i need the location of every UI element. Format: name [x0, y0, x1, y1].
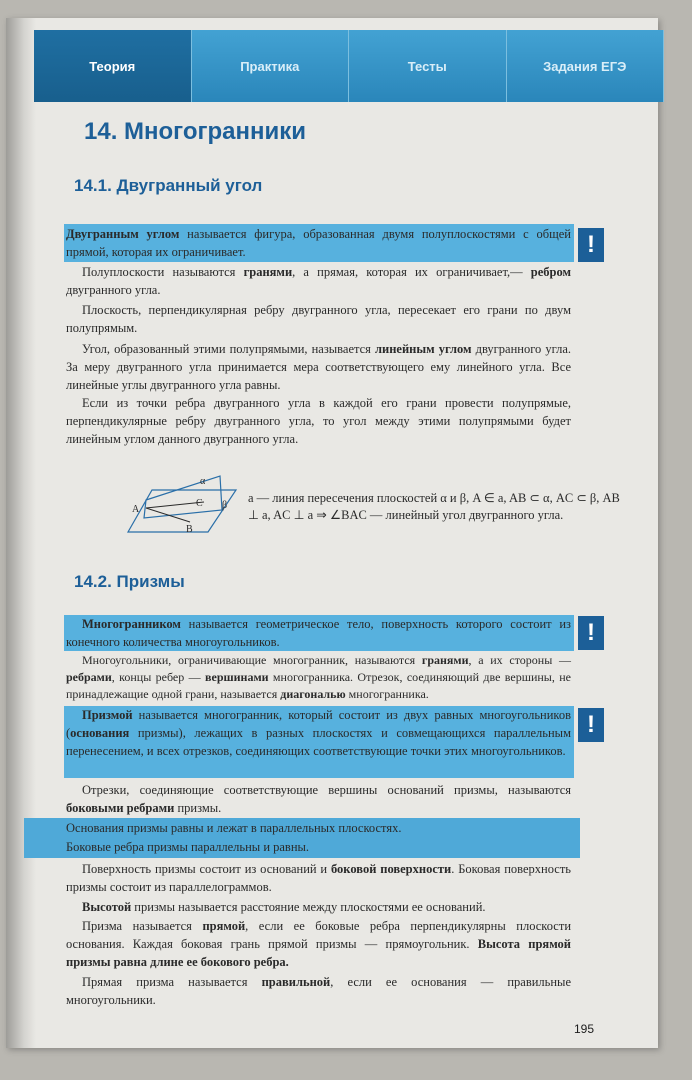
paragraph-right-prism: Призма называется прямой, если ее боковые ребра перпендикулярны плоскости основания. Каждая боковая грань прямой призмы — прямоугольник. Высота прямой призмы равна длине ее бокового ребра.	[66, 919, 572, 969]
paragraph-height: Высотой призмы называется расстояние между плоскостями ее оснований.	[82, 900, 486, 914]
paragraph-faces-edges-vertices: Многоугольники, ограничивающие многогранник, называются гранями, а их стороны — ребрами, концы ребер — вершинами многогранника. Отрезок, соединяющий две вершины, не принадлежащие одной грани, называется диагональю многогранника.	[66, 653, 571, 701]
tab-practice[interactable]: Практика	[192, 30, 350, 102]
definition-prism: Призмой называется многогранник, который состоит из двух равных многоугольников (основания призмы), лежащих в разных плоскостях и совмещающихся параллельным перенесением, и всех отрезков, соединяющих соответствующие точки этих многоугольников.	[66, 708, 571, 758]
paragraph-linear-angle: Угол, образованный этими полупрямыми, называется линейным углом двугранного угла. За меру двугранного угла принимается мера соответствующего ему линейного угла. Все линейные углы двугранного угла равны.	[66, 342, 571, 392]
definition-dihedral-angle: Двугранным углом называется фигура, образованная двумя полуплоскостями с общей прямой, которая их ограничивает.	[66, 227, 571, 259]
dihedral-angle-figure	[124, 470, 244, 536]
paragraph-regular-prism: Прямая призма называется правильной, если ее основания — правильные многоугольники.	[66, 975, 571, 1007]
section-tabs	[34, 30, 664, 102]
figure-caption: a — линия пересечения плоскостей α и β, A ∈ a, AB ⊂ α, AC ⊂ β, AB ⊥ a, AC ⊥ a ⇒ ∠BAC — линейный угол двугранного угла.	[248, 491, 620, 522]
textbook-page	[6, 18, 658, 1048]
section-title-prisms: 14.2. Призмы	[74, 572, 185, 591]
property-lateral-edges: Боковые ребра призмы параллельны и равны.	[66, 840, 310, 854]
label-alpha: α	[200, 476, 206, 487]
page-spine	[6, 18, 36, 1048]
definition-polyhedron: Многогранником называется геометрическое тело, поверхность которого состоит из конечного количества многоугольников.	[66, 617, 571, 649]
tab-exam-tasks[interactable]: Задания ЕГЭ	[507, 30, 665, 102]
paragraph-perpendicular-plane: Плоскость, перпендикулярная ребру двугранного угла, пересекает его грани по двум полупрямым.	[66, 303, 571, 335]
important-icon: !	[578, 228, 604, 262]
label-a: A	[132, 504, 140, 515]
paragraph-faces-edge: Полуплоскости называются гранями, а прямая, которая их ограничивает,— ребром двугранного угла.	[66, 265, 571, 297]
important-icon: !	[578, 616, 604, 650]
section-title-dihedral: 14.1. Двугранный угол	[74, 176, 263, 195]
label-c: C	[196, 498, 203, 509]
chapter-title: 14. Многогранники	[84, 118, 307, 145]
paragraph-lateral-edges: Отрезки, соединяющие соответствующие вершины оснований призмы, называются боковыми ребрами призмы.	[66, 783, 571, 815]
property-bases: Основания призмы равны и лежат в параллельных плоскостях.	[66, 821, 402, 835]
label-b: B	[186, 524, 193, 535]
tab-tests[interactable]: Тесты	[349, 30, 507, 102]
page-number: 195	[574, 1022, 595, 1036]
paragraph-surface: Поверхность призмы состоит из оснований и боковой поверхности. Боковая поверхность призмы состоит из параллелограммов.	[66, 862, 571, 894]
label-beta: β	[222, 500, 228, 511]
tab-theory[interactable]: Теория	[34, 30, 192, 102]
paragraph-half-lines: Если из точки ребра двугранного угла в каждой его грани провести полупрямые, перпендикулярные ребру двугранного угла, то угол между этими полупрямыми будет линейным углом данного двугранного угла.	[66, 396, 571, 446]
important-icon: !	[578, 708, 604, 742]
